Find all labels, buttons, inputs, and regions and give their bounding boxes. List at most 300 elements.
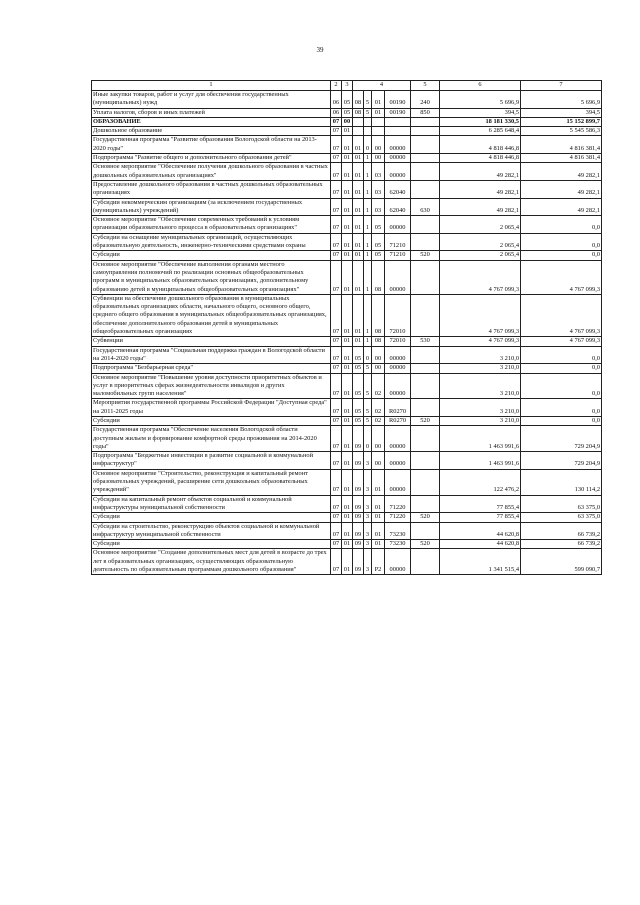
event-code-cell: 00	[372, 364, 385, 373]
expense-type-cell	[411, 346, 440, 364]
row-name-cell: Основное мероприятие "Обеспечение выполнения органами местного самоуправления полномочий по реализации основных общеобразовательных программ в муниципальных образовательных организациях, дополнительному образованию детей в муниципальных общеобразовательных организациях"	[92, 260, 331, 294]
expense-type-cell: 520	[411, 540, 440, 549]
direction-code-cell	[385, 117, 411, 126]
subsection-code-cell: 01	[342, 540, 353, 549]
program-code-cell: 09	[353, 495, 364, 513]
amount-col6-cell: 4 767 099,3	[440, 294, 521, 336]
expense-type-cell: 630	[411, 198, 440, 216]
event-code-cell: 01	[372, 469, 385, 495]
program-code-cell: 09	[353, 522, 364, 540]
program-code-cell: 01	[353, 136, 364, 154]
table-row	[92, 127, 602, 136]
subprogram-code-cell: 5	[364, 364, 372, 373]
row-name-cell: Субсидии	[92, 416, 331, 425]
amount-col6-cell: 49 282,1	[440, 180, 521, 198]
event-code-cell	[372, 117, 385, 126]
section-code-cell: 07	[331, 117, 342, 126]
row-name-cell: Основное мероприятие "Обеспечение получения дошкольного образования в частных дошкольных образовательных организациях"	[92, 163, 331, 181]
amount-col6-cell: 2 065,4	[440, 216, 521, 234]
amount-col7-cell: 729 204,9	[521, 452, 602, 470]
expense-type-cell	[411, 180, 440, 198]
event-code-cell: 05	[372, 216, 385, 234]
table-row	[92, 337, 602, 346]
subprogram-code-cell: 1	[364, 337, 372, 346]
program-code-cell: 09	[353, 549, 364, 575]
expense-type-cell	[411, 373, 440, 399]
direction-code-cell: 71220	[385, 513, 411, 522]
expense-type-cell	[411, 426, 440, 452]
amount-col7-cell: 49 282,1	[521, 180, 602, 198]
amount-col6-cell: 3 210,0	[440, 399, 521, 417]
subprogram-code-cell: 1	[364, 233, 372, 251]
subsection-code-cell: 01	[342, 364, 353, 373]
program-code-cell: 09	[353, 469, 364, 495]
amount-col7-cell: 0,0	[521, 233, 602, 251]
subsection-code-cell: 00	[342, 117, 353, 126]
amount-col7-cell: 130 114,2	[521, 469, 602, 495]
amount-col7-cell: 5 545 586,3	[521, 127, 602, 136]
program-code-cell: 01	[353, 251, 364, 260]
subsection-code-cell: 01	[342, 198, 353, 216]
table-row	[92, 373, 602, 399]
program-code-cell: 09	[353, 513, 364, 522]
amount-col7-cell: 63 375,0	[521, 513, 602, 522]
amount-col6-cell: 3 210,0	[440, 373, 521, 399]
amount-col6-cell: 77 855,4	[440, 513, 521, 522]
subprogram-code-cell: 3	[364, 540, 372, 549]
table-row	[92, 251, 602, 260]
table-row	[92, 540, 602, 549]
section-code-cell: 07	[331, 452, 342, 470]
expense-type-cell: 530	[411, 337, 440, 346]
direction-code-cell: R0270	[385, 416, 411, 425]
event-code-cell: 03	[372, 163, 385, 181]
section-code-cell: 06	[331, 108, 342, 117]
row-name-cell: Иные закупки товаров, работ и услуг для обеспечения государственных (муниципальных) нужд	[92, 91, 331, 109]
section-code-cell: 07	[331, 233, 342, 251]
row-name-cell: Субсидии	[92, 513, 331, 522]
section-code-cell: 07	[331, 337, 342, 346]
amount-col6-cell: 394,5	[440, 108, 521, 117]
subprogram-code-cell: 1	[364, 180, 372, 198]
section-code-cell: 07	[331, 426, 342, 452]
expense-type-cell: 520	[411, 416, 440, 425]
table-row	[92, 180, 602, 198]
amount-col6-cell: 4 818 446,8	[440, 136, 521, 154]
table-row	[92, 198, 602, 216]
table-row	[92, 364, 602, 373]
expense-type-cell: 520	[411, 513, 440, 522]
amount-col7-cell: 5 696,9	[521, 91, 602, 109]
subsection-code-cell: 05	[342, 108, 353, 117]
subprogram-code-cell	[364, 127, 372, 136]
expense-type-cell	[411, 364, 440, 373]
section-code-cell: 07	[331, 522, 342, 540]
amount-col7-cell: 0,0	[521, 399, 602, 417]
amount-col7-cell: 0,0	[521, 373, 602, 399]
row-name-cell: Государственная программа "Развитие образования Вологодской области на 2013-2020 годы"	[92, 136, 331, 154]
table-row	[92, 495, 602, 513]
event-code-cell: 02	[372, 373, 385, 399]
table-row	[92, 136, 602, 154]
expense-type-cell	[411, 154, 440, 163]
event-code-cell: 02	[372, 416, 385, 425]
program-code-cell	[353, 127, 364, 136]
section-code-cell: 07	[331, 154, 342, 163]
event-code-cell: 01	[372, 540, 385, 549]
subsection-code-cell: 01	[342, 469, 353, 495]
direction-code-cell: 00000	[385, 260, 411, 294]
amount-col7-cell: 729 204,9	[521, 426, 602, 452]
row-name-cell: Подпрограмма "Безбарьерная среда"	[92, 364, 331, 373]
direction-code-cell: 71220	[385, 495, 411, 513]
amount-col7-cell: 4 767 099,3	[521, 337, 602, 346]
amount-col6-cell: 49 282,1	[440, 163, 521, 181]
row-name-cell: Субвенции на обеспечение дошкольного образования в муниципальных образовательных организациях области, начального общего, основного общего, среднего общего образования в муниципальных общеобразовательных организациях, обеспечение дополнительного образования детей в муниципальных общеобразовательных организациях	[92, 294, 331, 336]
header-cell: 2	[331, 81, 342, 91]
expense-type-cell	[411, 233, 440, 251]
section-code-cell: 07	[331, 198, 342, 216]
table-row	[92, 416, 602, 425]
row-name-cell: Основное мероприятие "Повышение уровня доступности приоритетных объектов и услуг в приоритетных сферах жизнедеятельности инвалидов и других маломобильных групп населения"	[92, 373, 331, 399]
table-row	[92, 108, 602, 117]
subsection-code-cell: 01	[342, 233, 353, 251]
subprogram-code-cell: 3	[364, 452, 372, 470]
expense-type-cell: 240	[411, 91, 440, 109]
subsection-code-cell: 01	[342, 346, 353, 364]
table-row	[92, 233, 602, 251]
program-code-cell: 01	[353, 180, 364, 198]
subprogram-code-cell: 1	[364, 251, 372, 260]
subsection-code-cell: 01	[342, 260, 353, 294]
direction-code-cell: 00190	[385, 108, 411, 117]
expense-type-cell	[411, 117, 440, 126]
amount-col6-cell: 44 620,8	[440, 540, 521, 549]
subprogram-code-cell: 1	[364, 154, 372, 163]
amount-col6-cell: 122 476,2	[440, 469, 521, 495]
row-name-cell: Подпрограмма "Бюджетные инвестиции в развитие социальной и коммунальной инфраструктур"	[92, 452, 331, 470]
direction-code-cell: 71210	[385, 233, 411, 251]
subsection-code-cell: 01	[342, 373, 353, 399]
amount-col7-cell: 0,0	[521, 216, 602, 234]
event-code-cell: 01	[372, 108, 385, 117]
amount-col7-cell: 15 152 899,7	[521, 117, 602, 126]
event-code-cell: 01	[372, 91, 385, 109]
row-name-cell: Подпрограмма "Развитие общего и дополнительного образования детей"	[92, 154, 331, 163]
amount-col6-cell: 2 065,4	[440, 251, 521, 260]
event-code-cell	[372, 127, 385, 136]
amount-col7-cell: 0,0	[521, 251, 602, 260]
section-code-cell: 07	[331, 127, 342, 136]
row-name-cell: Предоставление дошкольного образования в частных дошкольных образовательных организациях	[92, 180, 331, 198]
program-code-cell: 05	[353, 416, 364, 425]
event-code-cell: 01	[372, 513, 385, 522]
amount-col7-cell: 63 375,0	[521, 495, 602, 513]
amount-col7-cell: 49 282,1	[521, 198, 602, 216]
table-row	[92, 154, 602, 163]
subsection-code-cell: 01	[342, 180, 353, 198]
direction-code-cell: 62040	[385, 180, 411, 198]
amount-col6-cell: 4 818 446,8	[440, 154, 521, 163]
table-row	[92, 549, 602, 575]
subprogram-code-cell: 3	[364, 522, 372, 540]
amount-col7-cell: 0,0	[521, 416, 602, 425]
header-cell: 3	[342, 81, 353, 91]
amount-col7-cell: 4 767 099,3	[521, 260, 602, 294]
header-cell: 6	[440, 81, 521, 91]
amount-col6-cell: 3 210,0	[440, 364, 521, 373]
program-code-cell: 01	[353, 163, 364, 181]
subsection-code-cell: 01	[342, 251, 353, 260]
row-name-cell: ОБРАЗОВАНИЕ	[92, 117, 331, 126]
header-cell: 5	[411, 81, 440, 91]
amount-col7-cell: 4 816 381,4	[521, 136, 602, 154]
amount-col7-cell: 4 816 381,4	[521, 154, 602, 163]
row-name-cell: Субсидии	[92, 251, 331, 260]
subsection-code-cell: 01	[342, 416, 353, 425]
subsection-code-cell: 05	[342, 91, 353, 109]
event-code-cell: 00	[372, 426, 385, 452]
event-code-cell: 08	[372, 294, 385, 336]
section-code-cell: 07	[331, 346, 342, 364]
program-code-cell: 09	[353, 426, 364, 452]
row-name-cell: Субвенции	[92, 337, 331, 346]
subsection-code-cell: 01	[342, 136, 353, 154]
expense-type-cell	[411, 452, 440, 470]
expense-type-cell	[411, 127, 440, 136]
subsection-code-cell: 01	[342, 337, 353, 346]
row-name-cell: Субсидии на строительство, реконструкцию объектов социальной и коммунальной инфраструктур муниципальной собственности	[92, 522, 331, 540]
subprogram-code-cell: 5	[364, 108, 372, 117]
expense-type-cell	[411, 495, 440, 513]
event-code-cell: 00	[372, 136, 385, 154]
subprogram-code-cell: 1	[364, 294, 372, 336]
amount-col6-cell: 5 696,9	[440, 91, 521, 109]
section-code-cell: 07	[331, 260, 342, 294]
row-name-cell: Основное мероприятие "Создание дополнительных мест для детей в возрасте до трех лет в образовательных организациях, осуществляющих образовательную деятельность по образовательным программам дошкольного образования"	[92, 549, 331, 575]
direction-code-cell: 00000	[385, 364, 411, 373]
direction-code-cell: 73230	[385, 540, 411, 549]
amount-col6-cell: 1 341 515,4	[440, 549, 521, 575]
program-code-cell: 09	[353, 452, 364, 470]
subsection-code-cell: 01	[342, 522, 353, 540]
amount-col7-cell: 394,5	[521, 108, 602, 117]
subprogram-code-cell: 3	[364, 495, 372, 513]
program-code-cell: 05	[353, 364, 364, 373]
subprogram-code-cell: 3	[364, 513, 372, 522]
program-code-cell: 01	[353, 337, 364, 346]
budget-table	[91, 80, 602, 575]
subprogram-code-cell: 5	[364, 91, 372, 109]
row-name-cell: Основное мероприятие "Обеспечение современных требований к условиям организации образовательного процесса в образовательных организациях"	[92, 216, 331, 234]
subsection-code-cell: 01	[342, 495, 353, 513]
subprogram-code-cell: 0	[364, 426, 372, 452]
section-code-cell: 07	[331, 136, 342, 154]
program-code-cell: 05	[353, 346, 364, 364]
program-code-cell: 05	[353, 399, 364, 417]
section-code-cell: 07	[331, 163, 342, 181]
table-row	[92, 426, 602, 452]
table-row	[92, 294, 602, 336]
direction-code-cell	[385, 127, 411, 136]
subprogram-code-cell: 0	[364, 346, 372, 364]
direction-code-cell: 00000	[385, 373, 411, 399]
row-name-cell: Основное мероприятие "Строительство, реконструкция и капитальный ремонт образовательных учреждений, расширение сети дошкольных образовательных учреждений"	[92, 469, 331, 495]
expense-type-cell	[411, 136, 440, 154]
event-code-cell: 00	[372, 154, 385, 163]
amount-col7-cell: 0,0	[521, 346, 602, 364]
direction-code-cell: 71210	[385, 251, 411, 260]
row-name-cell: Государственная программа "Социальная поддержка граждан в Вологодской области на 2014-2020 годы"	[92, 346, 331, 364]
subsection-code-cell: 01	[342, 399, 353, 417]
expense-type-cell	[411, 549, 440, 575]
subsection-code-cell: 01	[342, 294, 353, 336]
amount-col6-cell: 1 463 991,6	[440, 452, 521, 470]
expense-type-cell: 850	[411, 108, 440, 117]
row-name-cell: Субсидии некоммерческим организациям (за исключением государственных (муниципальных) учреждений)	[92, 198, 331, 216]
event-code-cell: 05	[372, 251, 385, 260]
subprogram-code-cell: 5	[364, 373, 372, 399]
program-code-cell: 08	[353, 91, 364, 109]
section-code-cell: 07	[331, 216, 342, 234]
row-name-cell: Уплата налогов, сборов и иных платежей	[92, 108, 331, 117]
direction-code-cell: 00000	[385, 154, 411, 163]
program-code-cell: 01	[353, 154, 364, 163]
section-code-cell: 07	[331, 180, 342, 198]
event-code-cell: 01	[372, 522, 385, 540]
event-code-cell: 08	[372, 337, 385, 346]
section-code-cell: 07	[331, 399, 342, 417]
section-code-cell: 07	[331, 364, 342, 373]
table-row	[92, 452, 602, 470]
header-cell: 4	[353, 81, 411, 91]
program-code-cell: 01	[353, 294, 364, 336]
section-code-cell: 07	[331, 495, 342, 513]
amount-col7-cell: 4 767 099,3	[521, 294, 602, 336]
subsection-code-cell: 01	[342, 513, 353, 522]
table-row	[92, 216, 602, 234]
expense-type-cell	[411, 260, 440, 294]
amount-col6-cell: 77 855,4	[440, 495, 521, 513]
direction-code-cell: 72010	[385, 294, 411, 336]
table-row	[92, 346, 602, 364]
subprogram-code-cell: 3	[364, 549, 372, 575]
row-name-cell: Субсидии на оснащение муниципальных организаций, осуществляющих образовательную деятельность, инженерно-техническими средствами охраны	[92, 233, 331, 251]
header-cell: 7	[521, 81, 602, 91]
table-row	[92, 117, 602, 126]
amount-col7-cell: 599 090,7	[521, 549, 602, 575]
event-code-cell: 00	[372, 452, 385, 470]
amount-col7-cell: 49 282,1	[521, 163, 602, 181]
direction-code-cell: 62040	[385, 198, 411, 216]
event-code-cell: P2	[372, 549, 385, 575]
event-code-cell: 05	[372, 233, 385, 251]
table-row	[92, 163, 602, 181]
expense-type-cell	[411, 522, 440, 540]
program-code-cell: 01	[353, 233, 364, 251]
amount-col6-cell: 1 463 991,6	[440, 426, 521, 452]
amount-col6-cell: 3 210,0	[440, 346, 521, 364]
program-code-cell: 09	[353, 540, 364, 549]
expense-type-cell: 520	[411, 251, 440, 260]
subsection-code-cell: 01	[342, 549, 353, 575]
row-name-cell: Мероприятия государственной программы Российской Федерации "Доступная среда" на 2011-2025 годы	[92, 399, 331, 417]
direction-code-cell: 00000	[385, 346, 411, 364]
subsection-code-cell: 01	[342, 163, 353, 181]
row-name-cell: Государственная программа "Обеспечение населения Вологодской области доступным жильем и формирование комфортной среды проживания на 2014-2020 годы"	[92, 426, 331, 452]
amount-col6-cell: 4 767 099,3	[440, 260, 521, 294]
table-row	[92, 91, 602, 109]
amount-col7-cell: 0,0	[521, 364, 602, 373]
section-code-cell: 07	[331, 294, 342, 336]
section-code-cell: 07	[331, 540, 342, 549]
program-code-cell: 01	[353, 260, 364, 294]
expense-type-cell	[411, 163, 440, 181]
expense-type-cell	[411, 399, 440, 417]
subsection-code-cell: 01	[342, 127, 353, 136]
amount-col6-cell: 3 210,0	[440, 416, 521, 425]
row-name-cell: Дошкольное образование	[92, 127, 331, 136]
subprogram-code-cell: 0	[364, 136, 372, 154]
event-code-cell: 00	[372, 346, 385, 364]
direction-code-cell: R0270	[385, 399, 411, 417]
amount-col7-cell: 66 739,2	[521, 540, 602, 549]
amount-col6-cell: 6 285 648,4	[440, 127, 521, 136]
table-row	[92, 513, 602, 522]
direction-code-cell: 00000	[385, 452, 411, 470]
section-code-cell: 07	[331, 549, 342, 575]
direction-code-cell: 00000	[385, 426, 411, 452]
table-row	[92, 399, 602, 417]
header-cell: 1	[92, 81, 331, 91]
direction-code-cell: 00000	[385, 216, 411, 234]
subsection-code-cell: 01	[342, 426, 353, 452]
program-code-cell: 01	[353, 198, 364, 216]
subprogram-code-cell: 5	[364, 399, 372, 417]
subprogram-code-cell: 5	[364, 416, 372, 425]
section-code-cell: 07	[331, 416, 342, 425]
amount-col6-cell: 2 065,4	[440, 233, 521, 251]
program-code-cell: 01	[353, 216, 364, 234]
amount-col6-cell: 4 767 099,3	[440, 337, 521, 346]
subprogram-code-cell	[364, 117, 372, 126]
event-code-cell: 03	[372, 198, 385, 216]
event-code-cell: 02	[372, 399, 385, 417]
row-name-cell: Субсидии на капитальный ремонт объектов социальной и коммунальной инфраструктуры муниципальной собственности	[92, 495, 331, 513]
expense-type-cell	[411, 294, 440, 336]
section-code-cell: 07	[331, 251, 342, 260]
direction-code-cell: 00000	[385, 469, 411, 495]
program-code-cell	[353, 117, 364, 126]
event-code-cell: 01	[372, 495, 385, 513]
event-code-cell: 03	[372, 180, 385, 198]
program-code-cell: 08	[353, 108, 364, 117]
subprogram-code-cell: 1	[364, 260, 372, 294]
direction-code-cell: 00190	[385, 91, 411, 109]
expense-type-cell	[411, 216, 440, 234]
section-code-cell: 07	[331, 373, 342, 399]
direction-code-cell: 00000	[385, 549, 411, 575]
subprogram-code-cell: 1	[364, 216, 372, 234]
event-code-cell: 08	[372, 260, 385, 294]
subprogram-code-cell: 3	[364, 469, 372, 495]
subsection-code-cell: 01	[342, 216, 353, 234]
header-row	[92, 81, 602, 91]
table-row	[92, 469, 602, 495]
program-code-cell: 05	[353, 373, 364, 399]
amount-col6-cell: 18 181 330,5	[440, 117, 521, 126]
section-code-cell: 07	[331, 513, 342, 522]
